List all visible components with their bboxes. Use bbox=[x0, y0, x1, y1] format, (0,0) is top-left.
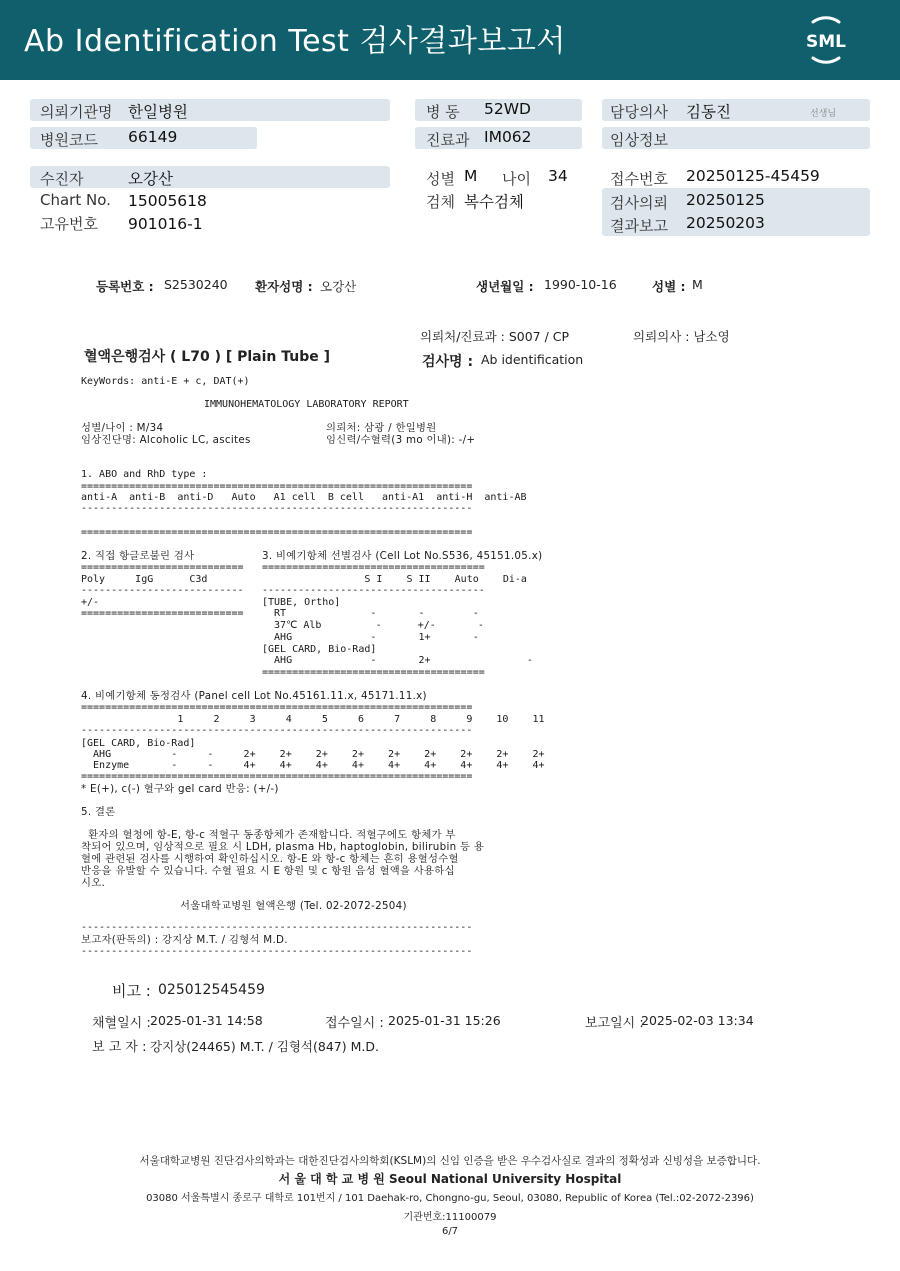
conclusion-line: 환자의 혈청에 항-E, 항-c 적혈구 동종항체가 존재합니다. 적혈구에도 항체가 부 bbox=[81, 829, 456, 841]
conclusion-line: 혈에 관련된 검사를 시행하여 확인하십시오. 항-E 와 항-c 항체는 흔히 용혈성수혈 bbox=[81, 853, 459, 865]
s4-rule-top: ================================================================= bbox=[81, 702, 473, 713]
patient-bar bbox=[30, 166, 390, 188]
dept-value: IM062 bbox=[484, 128, 532, 146]
s2-result: +/- bbox=[81, 597, 100, 608]
summary-reporter-value: 강지상(24465) M.T. / 김형석(847) M.D. bbox=[150, 1039, 379, 1054]
report-heading: IMMUNOHEMATOLOGY LABORATORY REPORT bbox=[204, 399, 409, 410]
s3-row: AHG - 1+ - bbox=[262, 632, 479, 643]
s4-rule-mid: ----------------------------------------------------------------- bbox=[81, 725, 473, 736]
collected-value: 2025-01-31 14:58 bbox=[150, 1013, 263, 1028]
svg-text:SML: SML bbox=[806, 32, 846, 52]
remark-label: 비고 : bbox=[112, 982, 151, 1000]
footer-hospital-en: Seoul National University Hospital bbox=[389, 1172, 622, 1186]
pregnancy: 임신력/수혈력(3 mo 이내): -/+ bbox=[326, 434, 476, 446]
exam-name-value: Ab identification bbox=[481, 352, 584, 367]
received-value: 2025-01-31 15:26 bbox=[388, 1013, 501, 1028]
reported-label: 보고일시 : bbox=[585, 1016, 644, 1031]
footer-hospital-ko: 서 울 대 학 교 병 원 bbox=[278, 1172, 385, 1186]
s3-rule-bottom: ===================================== bbox=[262, 667, 485, 678]
referral: 의뢰처/진료과 : S007 / CP bbox=[420, 329, 570, 344]
report-title: Ab Identification Test 검사결과보고서 bbox=[24, 24, 566, 59]
unique-no-value: 901016-1 bbox=[128, 215, 203, 233]
request-date-label: 검사의뢰 bbox=[610, 194, 668, 212]
collected-label: 채혈일시 : bbox=[92, 1016, 151, 1031]
doctor-value: 김동진 bbox=[686, 103, 731, 121]
s3-row: [GEL CARD, Bio-Rad] bbox=[262, 644, 377, 655]
diagnosis: 임상진단명: Alcoholic LC, ascites bbox=[81, 434, 251, 446]
sml-logo bbox=[800, 14, 852, 66]
s3-rule-top: ===================================== bbox=[262, 562, 485, 573]
s2-rule-bottom: =========================== bbox=[81, 608, 244, 619]
doctor-label: 담당의사 bbox=[610, 103, 668, 121]
keywords: KeyWords: anti-E + c, DAT(+) bbox=[81, 376, 250, 387]
s1-columns: anti-A anti-B anti-D Auto A1 cell B cell anti-A1 anti-H anti-AB bbox=[81, 492, 527, 503]
s3-columns: S I S II Auto Di-a bbox=[262, 574, 527, 585]
s3-rule-mid: ------------------------------------- bbox=[262, 585, 485, 596]
ref-doctor: 의뢰의사 : 남소영 bbox=[633, 329, 730, 344]
s1-rule-mid: ----------------------------------------------------------------- bbox=[81, 503, 473, 514]
clinical-label: 임상정보 bbox=[610, 131, 668, 149]
age-value: 34 bbox=[548, 167, 568, 185]
s4-columns: 1 2 3 4 5 6 7 8 9 10 11 bbox=[81, 714, 545, 725]
doctor-suffix: 선생님 bbox=[810, 109, 837, 119]
specimen-value: 복수검체 bbox=[464, 193, 524, 211]
reported-value: 2025-02-03 13:34 bbox=[641, 1013, 754, 1028]
footer-institution-no: 기관번호:11100079 bbox=[403, 1212, 497, 1223]
chart-no-label: Chart No. bbox=[40, 191, 111, 209]
reg-sex-label: 성별 : bbox=[652, 279, 686, 294]
referral-org: 의뢰처: 삼광 / 한일병원 bbox=[326, 422, 437, 434]
ward-value: 52WD bbox=[484, 100, 531, 118]
s2-rule-top: =========================== bbox=[81, 562, 244, 573]
s3-row: RT - - - bbox=[262, 608, 479, 619]
s1-rule-top: ================================================================= bbox=[81, 481, 473, 492]
reporter-rule-bottom: ----------------------------------------------------------------- bbox=[81, 946, 473, 957]
report-date-value: 20250203 bbox=[686, 214, 765, 232]
dob-label: 생년월일 : bbox=[476, 279, 534, 294]
s4-rule-bottom: ================================================================= bbox=[81, 771, 473, 782]
s3-row: [TUBE, Ortho] bbox=[262, 597, 341, 608]
s1-rule-bottom: ================================================================= bbox=[81, 527, 473, 538]
institution-value: 한일병원 bbox=[128, 103, 188, 121]
s4-row: [GEL CARD, Bio-Rad] bbox=[81, 738, 196, 749]
summary-reporter-label: 보 고 자 : bbox=[92, 1040, 147, 1055]
reg-no-value: S2530240 bbox=[164, 277, 228, 292]
conclusion-line: 반응을 유발할 수 있습니다. 수혈 필요 시 E 항원 및 c 항원 음성 혈액을 사용하십 bbox=[81, 865, 455, 877]
remark-value: 025012545459 bbox=[158, 982, 265, 998]
request-date-value: 20250125 bbox=[686, 191, 765, 209]
hospital-bank: 서울대학교병원 혈액은행 (Tel. 02-2072-2504) bbox=[180, 900, 407, 912]
s3-row: 37℃ Alb - +/- - bbox=[262, 620, 484, 631]
s2-title: 2. 직접 항글로불린 검사 bbox=[81, 550, 195, 562]
age-label: 나이 bbox=[502, 170, 531, 188]
dept-label: 진료과 bbox=[426, 131, 470, 149]
reporter-rule-top: ----------------------------------------------------------------- bbox=[81, 922, 473, 933]
chart-no-value: 15005618 bbox=[128, 192, 207, 210]
s3-title: 3. 비예기항체 선별검사 (Cell Lot No.S536, 45151.05.x) bbox=[262, 550, 543, 562]
footer-hospital bbox=[0, 1170, 900, 1187]
reg-no-label: 등록번호 : bbox=[96, 279, 154, 294]
patient-label: 수진자 bbox=[40, 170, 84, 188]
s4-row: Enzyme - - 4+ 4+ 4+ 4+ 4+ 4+ 4+ 4+ 4+ bbox=[81, 760, 545, 771]
received-label: 접수일시 : bbox=[325, 1016, 384, 1031]
exam-name-label: 검사명 : bbox=[422, 354, 474, 370]
footer-address: 03080 서울특별시 종로구 대학로 101번지 / 101 Daehak-ro, Chongno-gu, Seoul, 03080, Republic of Korea (Tel.:02-2072-2396) bbox=[146, 1193, 754, 1204]
exam-title: 혈액은행검사 ( L70 ) [ Plain Tube ] bbox=[84, 349, 331, 365]
specimen-label: 검체 bbox=[426, 193, 455, 211]
s2-rule-mid: --------------------------- bbox=[81, 585, 244, 596]
reg-name-label: 환자성명 : bbox=[255, 279, 313, 294]
hospital-code-value: 66149 bbox=[128, 128, 178, 146]
s4-row: AHG - - 2+ 2+ 2+ 2+ 2+ 2+ 2+ 2+ 2+ bbox=[81, 749, 545, 760]
institution-label: 의뢰기관명 bbox=[40, 103, 113, 121]
s1-title: 1. ABO and RhD type : bbox=[81, 469, 208, 480]
report-date-label: 결과보고 bbox=[610, 217, 668, 235]
page-number: 6/7 bbox=[441, 1226, 459, 1237]
s3-row: AHG - 2+ - bbox=[262, 655, 533, 666]
dob-value: 1990-10-16 bbox=[544, 277, 617, 292]
s4-note: * E(+), c(-) 혈구와 gel card 반응: (+/-) bbox=[81, 783, 279, 795]
s5-title: 5. 결론 bbox=[81, 806, 116, 818]
unique-no-label: 고유번호 bbox=[40, 215, 98, 233]
s2-columns: Poly IgG C3d bbox=[81, 574, 208, 585]
receipt-no-value: 20250125-45459 bbox=[686, 167, 820, 185]
reg-sex-value: M bbox=[692, 277, 703, 292]
conclusion-line: 시오. bbox=[81, 877, 106, 889]
conclusion-line: 착되어 있으며, 임상적으로 필요 시 LDH, plasma Hb, haptoglobin, bilirubin 등 용 bbox=[81, 841, 485, 853]
hospital-code-label: 병원코드 bbox=[40, 131, 98, 149]
reg-name-value: 오강산 bbox=[320, 279, 357, 294]
ward-label: 병 동 bbox=[426, 103, 460, 121]
sex-age: 성별/나이 : M/34 bbox=[81, 422, 164, 434]
footer-cert: 서울대학교병원 진단검사의학과는 대한진단검사의학회(KSLM)의 신임 인증을 받은 우수검사실로 결과의 정확성과 신빙성을 보증합니다. bbox=[139, 1155, 761, 1167]
patient-value: 오강산 bbox=[128, 170, 173, 188]
sex-value: M bbox=[464, 167, 478, 185]
receipt-no-label: 접수번호 bbox=[610, 170, 668, 188]
s4-title: 4. 비예기항체 동정검사 (Panel cell Lot No.45161.11.x, 45171.11.x) bbox=[81, 690, 427, 702]
sex-label: 성별 bbox=[426, 170, 455, 188]
report-reporter: 보고자(판독의) : 강지상 M.T. / 김형석 M.D. bbox=[81, 934, 288, 946]
